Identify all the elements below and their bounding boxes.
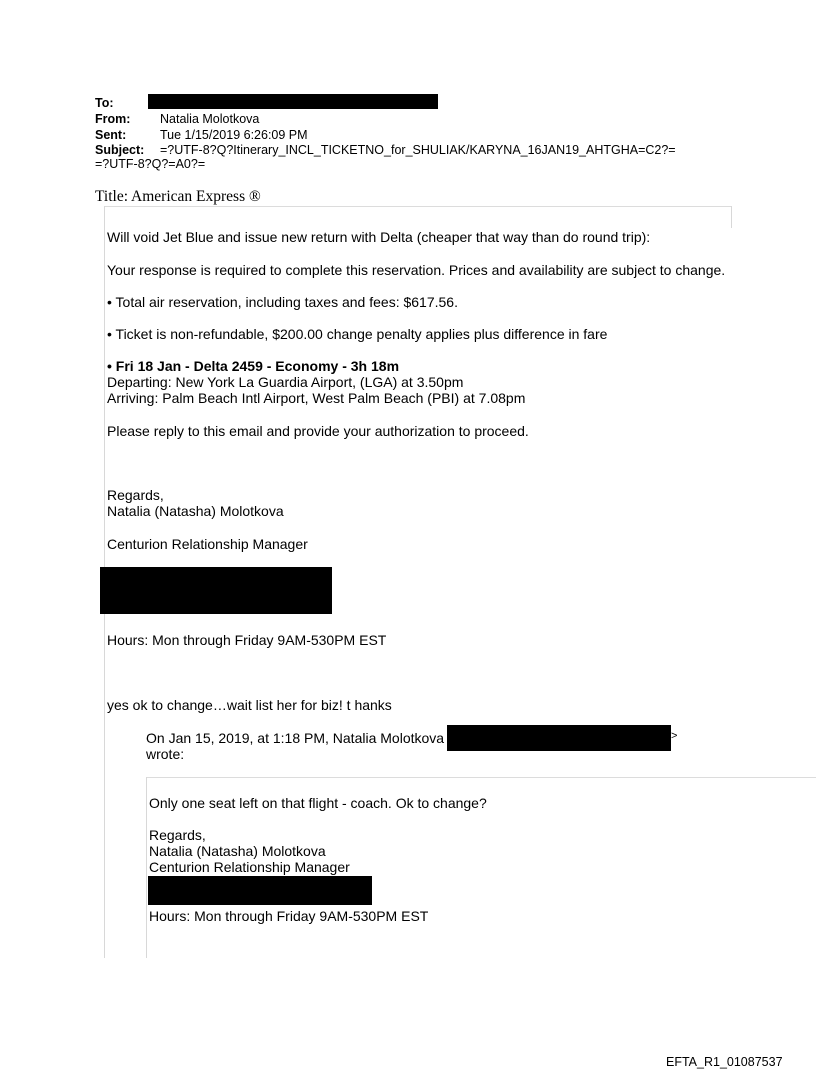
- to-label: To:: [95, 96, 114, 110]
- document-id: EFTA_R1_01087537: [666, 1055, 783, 1069]
- regards-text: Regards,: [107, 487, 164, 503]
- subject-line-2: =?UTF-8?Q?=A0?=: [95, 157, 206, 171]
- departing-text: Departing: New York La Guardia Airport, (LGA) at 3.50pm: [107, 374, 464, 390]
- redacted-recipient: [148, 94, 438, 109]
- arriving-text: Arriving: Palm Beach Intl Airport, West Palm Beach (PBI) at 7.08pm: [107, 390, 526, 406]
- flight-bullet: • Fri 18 Jan - Delta 2459 - Economy - 3h 18m: [107, 358, 400, 374]
- subject-label: Subject:: [95, 143, 145, 157]
- response-required-text: Your response is required to complete this reservation. Prices and availability are subject to change.: [107, 262, 726, 278]
- signer-title: Centurion Relationship Manager: [107, 536, 308, 552]
- quote-attribution-line-1: On Jan 15, 2019, at 1:18 PM, Natalia Molotkova: [146, 730, 445, 746]
- quoted-top-border: [146, 777, 816, 778]
- title-line: Title: American Express ®: [95, 188, 261, 205]
- quoted-signer-name: Natalia (Natasha) Molotkova: [149, 843, 326, 859]
- quoted-hours: Hours: Mon through Friday 9AM-530PM EST: [149, 908, 429, 924]
- quoted-left-border: [146, 777, 147, 958]
- message-right-border: [731, 206, 732, 228]
- reply-request-text: Please reply to this email and provide your authorization to proceed.: [107, 423, 529, 439]
- subject-line-1: =?UTF-8?Q?Itinerary_INCL_TICKETNO_for_SHULIAK/KARYNA_16JAN19_AHTGHA=C2?=: [160, 143, 676, 157]
- quoted-question: Only one seat left on that flight - coach. Ok to change?: [149, 795, 487, 811]
- from-label: From:: [95, 112, 131, 126]
- sent-value: Tue 1/15/2019 6:26:09 PM: [160, 128, 308, 142]
- from-value: Natalia Molotkova: [160, 112, 260, 126]
- reply-text: yes ok to change…wait list her for biz! t hanks: [107, 697, 392, 713]
- quoted-signer-title: Centurion Relationship Manager: [149, 859, 350, 875]
- quoted-regards: Regards,: [149, 827, 206, 843]
- message-top-border: [104, 206, 732, 207]
- email-bracket: >: [671, 730, 678, 742]
- redacted-contact-block: [100, 567, 332, 614]
- sent-label: Sent:: [95, 128, 127, 142]
- total-bullet: • Total air reservation, including taxes and fees: $617.56.: [107, 294, 458, 310]
- quote-attribution-line-2: wrote:: [146, 746, 185, 762]
- redacted-sender-email: [447, 725, 671, 751]
- ticket-bullet: • Ticket is non-refundable, $200.00 change penalty applies plus difference in fare: [107, 326, 608, 342]
- hours-text: Hours: Mon through Friday 9AM-530PM EST: [107, 632, 387, 648]
- intro-text: Will void Jet Blue and issue new return with Delta (cheaper that way than do round trip):: [107, 229, 651, 245]
- redacted-quoted-contact: [148, 876, 372, 905]
- signer-name: Natalia (Natasha) Molotkova: [107, 503, 284, 519]
